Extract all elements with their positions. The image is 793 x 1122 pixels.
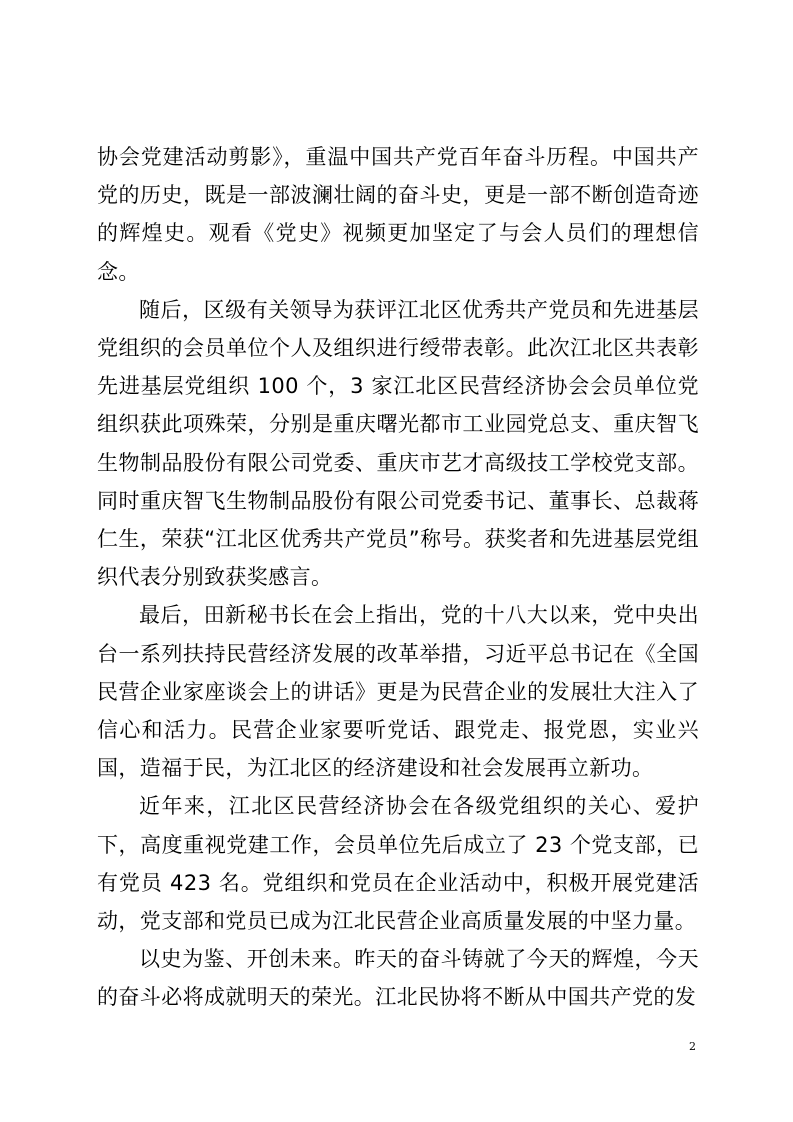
paragraph-continuation: 协会党建活动剪影》，重温中国共产党百年奋斗历程。中国共产党的历史，既是一部波澜壮阔的奋斗史，更是一部不断创造奇迹的辉煌史。观看《党史》视频更加坚定了与会人员们的理想信念。 bbox=[97, 145, 699, 284]
paragraph-commendation: 随后，区级有关领导为获评江北区优秀共产党员和先进基层党组织的会员单位个人及组织进行绶带表彰。此次江北区共表彰先进基层党组织 100 个，3 家江北区民营经济协会会员单位党组织获此项殊荣，分别是重庆曙光都市工业园党总支、重庆智飞生物制品股份有限公司党委、重庆市艺才高级技工学校党支部。同时重庆智飞生物制品股份有限公司党委书记、董事长、总裁蒋仁生，荣获“江北区优秀共产党员”称号。获奖者和先进基层党组织代表分别致获奖感言。 bbox=[97, 297, 699, 590]
body-text bbox=[97, 138, 699, 1017]
paragraph-recent-years: 近年来，江北区民营经济协会在各级党组织的关心、爱护下，高度重视党建工作，会员单位先后成立了 23 个党支部，已有党员 423 名。党组织和党员在企业活动中，积极开展党建活动，党支部和党员已成为江北民营企业高质量发展的中坚力量。 bbox=[97, 794, 699, 934]
paragraph-closing: 以史为鉴、开创未来。昨天的奋斗铸就了今天的辉煌，今天的奋斗必将成就明天的荣光。江北民协将不断从中国共产党的发 bbox=[97, 947, 699, 1010]
paragraph-secretary-remarks: 最后，田新秘书长在会上指出，党的十八大以来，党中央出台一系列扶持民营经济发展的改革举措，习近平总书记在《全国民营企业家座谈会上的讲话》更是为民营企业的发展壮大注入了信心和活力。民营企业家要听党话、跟党走、报党恩，实业兴国，造福于民，为江北区的经济建设和社会发展再立新功。 bbox=[97, 603, 699, 781]
page-number: 2 bbox=[689, 1040, 696, 1053]
